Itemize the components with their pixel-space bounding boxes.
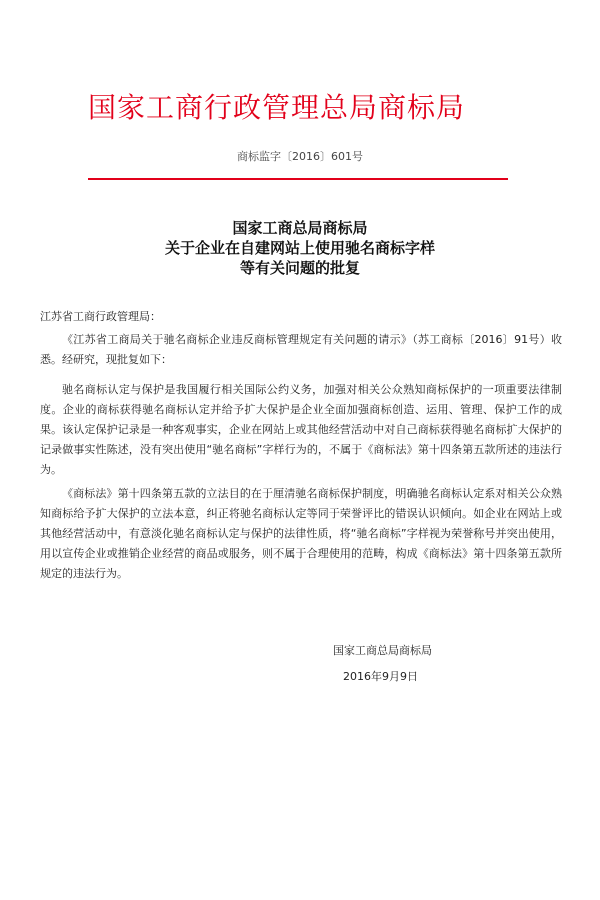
title-line-2: 关于企业在自建网站上使用驰名商标字样 xyxy=(164,239,435,257)
body-paragraph-3: 《商标法》第十四条第五款的立法目的在于厘清驰名商标保护制度，明确驰名商标认定系对相关公众熟知商标给予扩大保护的立法本意，纠正将驰名商标认定等同于荣誉评比的错误认识倾向。如企业在网站上或其他经营活动中，有意淡化驰名商标认定与保护的法律性质，将“驰名商标”字样视为荣誉称号并突出使用，用以宣传企业或推销企业经营的商品或服务，则不属于合理使用的范畴，构成《商标法》第十四条第五款所规定的违法行为。 xyxy=(40,487,562,580)
body-paragraph-1: 《江苏省工商局关于驰名商标企业违反商标管理规定有关问题的请示》（苏工商标〔2016〕91号）收悉。经研究，现批复如下： xyxy=(40,333,562,366)
document-number: 商标监字〔2016〕601号 xyxy=(237,150,363,163)
organization-header: 国家工商行政管理总局商标局 xyxy=(88,91,466,124)
recipient: 江苏省工商行政管理局： xyxy=(40,310,161,323)
signature-organization: 国家工商总局商标局 xyxy=(333,644,432,657)
header-red-rule xyxy=(88,178,508,180)
title-line-3: 等有关问题的批复 xyxy=(239,259,360,277)
signature-date: 2016年9月9日 xyxy=(343,670,418,683)
document-title xyxy=(0,218,600,278)
body-paragraph-2: 驰名商标认定与保护是我国履行相关国际公约义务，加强对相关公众熟知商标保护的一项重要法律制度。企业的商标获得驰名商标认定并给予扩大保护是企业全面加强商标创造、运用、管理、保护工作的成果。该认定保护记录是一种客观事实，企业在网站上或其他经营活动中对自己商标获得驰名商标扩大保护的记录做事实性陈述，没有突出使用“驰名商标”字样行为的，不属于《商标法》第十四条第五款所述的违法行为。 xyxy=(40,383,562,476)
title-line-1: 国家工商总局商标局 xyxy=(232,219,368,237)
